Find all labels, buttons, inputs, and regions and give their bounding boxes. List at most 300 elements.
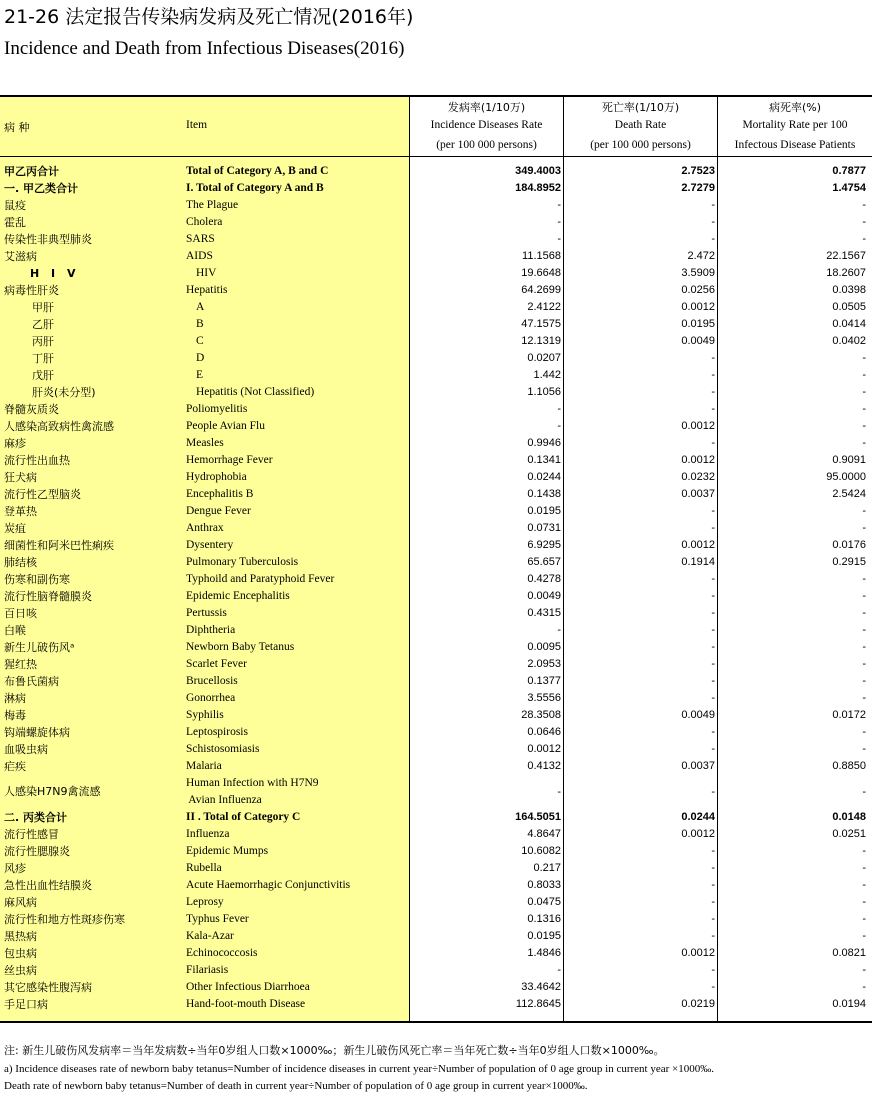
- mortality-rate-value: 0.0148: [832, 811, 866, 823]
- table-row: [0, 724, 872, 741]
- disease-name-en: D: [196, 352, 205, 364]
- incidence-rate-value: 28.3508: [521, 709, 561, 721]
- mortality-rate-value: 0.8850: [832, 760, 866, 772]
- footnote-english-2: Death rate of newborn baby tetanus=Number of death in current year÷Number of population of 0 age group in current year×1000‰.: [4, 1080, 588, 1092]
- death-rate-value: -: [711, 896, 715, 908]
- disease-name-cn: 人感染H7N9禽流感: [4, 785, 101, 798]
- table-row: [0, 401, 872, 418]
- incidence-rate-value: 47.1575: [521, 318, 561, 330]
- death-rate-value: 0.0012: [681, 947, 715, 959]
- disease-name-en: Hydrophobia: [186, 471, 247, 483]
- header-death-en: Death Rate: [614, 119, 667, 131]
- incidence-rate-value: 65.657: [527, 556, 561, 568]
- disease-name-en: Poliomyelitis: [186, 403, 248, 415]
- disease-name-en: B: [196, 318, 204, 330]
- disease-name-en: II . Total of Category C: [186, 811, 301, 823]
- disease-name-en: Epidemic Mumps: [186, 845, 269, 857]
- incidence-rate-value: 19.6648: [521, 267, 561, 279]
- incidence-rate-value: 112.8645: [515, 998, 561, 1010]
- table-row: [0, 809, 872, 826]
- table-row: [0, 520, 872, 537]
- disease-name-en: Typhoild and Paratyphoid Fever: [186, 573, 335, 585]
- table-row: [0, 180, 872, 197]
- disease-name-en: Cholera: [186, 216, 223, 228]
- death-rate-value: -: [711, 386, 715, 398]
- mortality-rate-value: -: [862, 862, 866, 874]
- header-disease-cn: 病 种: [4, 121, 30, 134]
- disease-name-cn: 丁肝: [32, 352, 54, 365]
- incidence-rate-value: 0.217: [533, 862, 561, 874]
- mortality-rate-value: -: [862, 352, 866, 364]
- incidence-rate-value: 1.4846: [527, 947, 561, 959]
- table-row: [0, 231, 872, 248]
- disease-name-en: Hemorrhage Fever: [186, 454, 273, 466]
- mortality-rate-value: 0.9091: [832, 454, 866, 466]
- footnote-chinese: 注: 新生儿破伤风发病率＝当年发病数÷当年0岁组人口数×1000‰；新生儿破伤风死亡率＝当年死亡数÷当年0岁组人口数×1000‰。: [4, 1044, 665, 1057]
- mortality-rate-value: 2.5424: [832, 488, 866, 500]
- death-rate-value: -: [711, 522, 715, 534]
- header-mortality-cn: 病死率(%): [768, 101, 822, 114]
- title-english: Incidence and Death from Infectious Diseases(2016): [4, 38, 405, 59]
- mortality-rate-value: -: [862, 896, 866, 908]
- disease-name-en: SARS: [186, 233, 215, 245]
- death-rate-value: 0.0012: [681, 454, 715, 466]
- death-rate-value: -: [711, 369, 715, 381]
- disease-name-en: Leptospirosis: [186, 726, 248, 738]
- disease-name-en-line2: Avian Influenza: [186, 794, 262, 806]
- disease-name-cn: 猩红热: [4, 658, 37, 671]
- table-row: [0, 707, 872, 724]
- death-rate-value: 0.0037: [681, 760, 715, 772]
- death-rate-value: 0.0012: [681, 828, 715, 840]
- table-bottom-rule: [0, 1021, 872, 1023]
- disease-name-en: Schistosomiasis: [186, 743, 260, 755]
- table-row: [0, 639, 872, 656]
- mortality-rate-value: -: [862, 437, 866, 449]
- table-row: [0, 622, 872, 639]
- header-incidence-cn: 发病率(1/10万): [447, 101, 526, 114]
- disease-name-cn: 炭疽: [4, 522, 26, 535]
- mortality-rate-value: -: [862, 522, 866, 534]
- disease-name-cn: 梅毒: [4, 709, 26, 722]
- table-row: [0, 418, 872, 435]
- death-rate-value: -: [711, 199, 715, 211]
- table-row: [0, 554, 872, 571]
- disease-name-cn: 流行性和地方性斑疹伤寒: [4, 913, 125, 926]
- mortality-rate-value: -: [862, 692, 866, 704]
- table-row: [0, 605, 872, 622]
- disease-name-en: Acute Haemorrhagic Conjunctivitis: [186, 879, 351, 891]
- disease-name-cn: H I V: [30, 267, 80, 280]
- disease-name-cn: 二. 丙类合计: [4, 811, 68, 824]
- disease-name-cn: 人感染高致病性禽流感: [4, 420, 114, 433]
- mortality-rate-value: -: [862, 743, 866, 755]
- table-row: [0, 894, 872, 911]
- death-rate-value: 0.0195: [681, 318, 715, 330]
- death-rate-value: -: [711, 964, 715, 976]
- mortality-rate-value: -: [862, 420, 866, 432]
- mortality-rate-value: 95.0000: [826, 471, 866, 483]
- mortality-rate-value: -: [862, 199, 866, 211]
- death-rate-value: -: [711, 573, 715, 585]
- death-rate-value: 0.0219: [681, 998, 715, 1010]
- incidence-rate-value: 0.9946: [527, 437, 561, 449]
- incidence-rate-value: 2.4122: [527, 301, 561, 313]
- mortality-rate-value: 0.0505: [832, 301, 866, 313]
- table-row: [0, 435, 872, 452]
- incidence-rate-value: 4.8647: [527, 828, 561, 840]
- disease-name-cn: 急性出血性结膜炎: [4, 879, 92, 892]
- death-rate-value: -: [711, 658, 715, 670]
- disease-name-en: Pulmonary Tuberculosis: [186, 556, 299, 568]
- disease-name-cn: 流行性出血热: [4, 454, 70, 467]
- incidence-rate-value: 0.4315: [527, 607, 561, 619]
- disease-name-en: I. Total of Category A and B: [186, 182, 324, 194]
- table-row: [0, 452, 872, 469]
- incidence-rate-value: 184.8952: [515, 182, 561, 194]
- death-rate-value: -: [711, 352, 715, 364]
- incidence-rate-value: 349.4003: [515, 165, 561, 177]
- table-row: [0, 486, 872, 503]
- incidence-rate-value: -: [557, 624, 561, 636]
- disease-name-en: Syphilis: [186, 709, 224, 721]
- disease-name-cn: 一. 甲乙类合计: [4, 182, 79, 195]
- table-row: [0, 503, 872, 520]
- incidence-rate-value: 0.0646: [527, 726, 561, 738]
- disease-name-en: The Plague: [186, 199, 239, 211]
- disease-name-cn: 艾滋病: [4, 250, 37, 263]
- disease-name-cn: 狂犬病: [4, 471, 37, 484]
- table-row: [0, 996, 872, 1013]
- death-rate-value: 0.0012: [681, 301, 715, 313]
- disease-name-cn: 黑热病: [4, 930, 37, 943]
- death-rate-value: -: [711, 437, 715, 449]
- mortality-rate-value: -: [862, 641, 866, 653]
- incidence-rate-value: 0.0731: [527, 522, 561, 534]
- disease-name-en: Gonorrhea: [186, 692, 236, 704]
- disease-name-cn: 百日咳: [4, 607, 37, 620]
- disease-name-en: E: [196, 369, 204, 381]
- incidence-rate-value: 0.1316: [527, 913, 561, 925]
- mortality-rate-value: -: [862, 624, 866, 636]
- mortality-rate-value: -: [862, 607, 866, 619]
- table-row: [0, 248, 872, 265]
- disease-name-cn: 甲肝: [32, 301, 54, 314]
- incidence-rate-value: 64.2699: [521, 284, 561, 296]
- disease-name-en: HIV: [196, 267, 217, 279]
- disease-name-en: Dengue Fever: [186, 505, 251, 517]
- disease-name-en: Dysentery: [186, 539, 234, 551]
- incidence-rate-value: 1.442: [533, 369, 561, 381]
- table-row: [0, 928, 872, 945]
- mortality-rate-value: -: [862, 403, 866, 415]
- table-row: [0, 282, 872, 299]
- death-rate-value: -: [711, 675, 715, 687]
- death-rate-value: -: [711, 590, 715, 602]
- disease-name-en: Filariasis: [186, 964, 229, 976]
- death-rate-value: 2.7523: [681, 165, 715, 177]
- mortality-rate-value: 0.0194: [832, 998, 866, 1010]
- mortality-rate-value: -: [862, 658, 866, 670]
- incidence-rate-value: -: [557, 199, 561, 211]
- mortality-rate-value: -: [862, 369, 866, 381]
- death-rate-value: -: [711, 879, 715, 891]
- mortality-rate-value: -: [862, 930, 866, 942]
- table-row: [0, 163, 872, 180]
- incidence-rate-value: 0.0049: [527, 590, 561, 602]
- incidence-rate-value: 0.0244: [527, 471, 561, 483]
- mortality-rate-value: -: [862, 786, 866, 798]
- mortality-rate-value: 0.0414: [832, 318, 866, 330]
- mortality-rate-value: 18.2607: [826, 267, 866, 279]
- disease-name-en: Leprosy: [186, 896, 224, 908]
- disease-name-cn: 钩端螺旋体病: [4, 726, 70, 739]
- table-row: [0, 911, 872, 928]
- incidence-rate-value: 1.1056: [527, 386, 561, 398]
- death-rate-value: 0.0012: [681, 539, 715, 551]
- disease-name-cn: 登革热: [4, 505, 37, 518]
- table-row: [0, 367, 872, 384]
- death-rate-value: -: [711, 743, 715, 755]
- death-rate-value: 0.0256: [681, 284, 715, 296]
- disease-name-cn: 流行性脑脊髓膜炎: [4, 590, 92, 603]
- title-chinese: 21-26 法定报告传染病发病及死亡情况(2016年): [4, 6, 414, 28]
- disease-name-cn: 肺结核: [4, 556, 37, 569]
- disease-name-cn: 淋病: [4, 692, 26, 705]
- disease-name-en: Hepatitis (Not Classified): [196, 386, 315, 398]
- disease-name-en: C: [196, 335, 204, 347]
- header-bottom-rule: [0, 156, 872, 157]
- footnote-english-1: a) Incidence diseases rate of newborn baby tetanus=Number of incidence diseases in current year÷Number of population of 0 age group in current year ×1000‰.: [4, 1063, 714, 1075]
- table-row: [0, 265, 872, 282]
- incidence-rate-value: 0.0012: [527, 743, 561, 755]
- disease-name-en: Rubella: [186, 862, 222, 874]
- disease-name-cn: 风疹: [4, 862, 26, 875]
- disease-name-cn: 鼠疫: [4, 199, 26, 212]
- disease-name-en-line1: Human Infection with H7N9: [186, 777, 319, 789]
- table-row: [0, 673, 872, 690]
- mortality-rate-value: -: [862, 573, 866, 585]
- death-rate-value: -: [711, 726, 715, 738]
- table-body: [0, 163, 872, 1013]
- disease-name-en: Brucellosis: [186, 675, 238, 687]
- disease-name-cn: 丙肝: [32, 335, 54, 348]
- disease-name-cn: 流行性感冒: [4, 828, 59, 841]
- death-rate-value: -: [711, 624, 715, 636]
- table-row: [0, 656, 872, 673]
- table-row: [0, 384, 872, 401]
- incidence-rate-value: 0.0207: [527, 352, 561, 364]
- table-row: [0, 333, 872, 350]
- incidence-rate-value: -: [557, 216, 561, 228]
- table-row: [0, 690, 872, 707]
- disease-name-en: Newborn Baby Tetanus: [186, 641, 295, 653]
- disease-name-cn: 白喉: [4, 624, 26, 637]
- disease-name-en: Anthrax: [186, 522, 224, 534]
- mortality-rate-value: -: [862, 590, 866, 602]
- disease-name-cn: 疟疾: [4, 760, 26, 773]
- disease-name-cn: 细菌性和阿米巴性痢疾: [4, 539, 114, 552]
- mortality-rate-value: -: [862, 845, 866, 857]
- disease-name-en: Hepatitis: [186, 284, 228, 296]
- disease-name-cn: 血吸虫病: [4, 743, 48, 756]
- death-rate-value: 0.0049: [681, 335, 715, 347]
- disease-name-cn: 病毒性肝炎: [4, 284, 59, 297]
- incidence-rate-value: 11.1568: [522, 250, 561, 262]
- table-row: [0, 316, 872, 333]
- mortality-rate-value: -: [862, 981, 866, 993]
- disease-name-en: Other Infectious Diarrhoea: [186, 981, 310, 993]
- disease-name-en: Scarlet Fever: [186, 658, 247, 670]
- mortality-rate-value: 0.0821: [832, 947, 866, 959]
- incidence-rate-value: -: [557, 964, 561, 976]
- death-rate-value: -: [711, 862, 715, 874]
- mortality-rate-value: -: [862, 233, 866, 245]
- mortality-rate-value: 0.2915: [832, 556, 866, 568]
- mortality-rate-value: 0.0402: [832, 335, 866, 347]
- disease-name-cn: 包虫病: [4, 947, 37, 960]
- incidence-rate-value: 0.0195: [527, 930, 561, 942]
- death-rate-value: -: [711, 930, 715, 942]
- disease-name-en: [186, 775, 319, 809]
- death-rate-value: 3.5909: [681, 267, 715, 279]
- disease-name-en: Measles: [186, 437, 224, 449]
- disease-name-en: Typhus Fever: [186, 913, 249, 925]
- header-incidence-en: Incidence Diseases Rate: [430, 119, 543, 131]
- death-rate-value: -: [711, 981, 715, 993]
- mortality-rate-value: -: [862, 386, 866, 398]
- header-item-en: Item: [186, 119, 208, 131]
- disease-name-cn: 乙肝: [32, 318, 54, 331]
- incidence-rate-value: 0.0095: [527, 641, 561, 653]
- death-rate-value: 2.472: [687, 250, 715, 262]
- mortality-rate-value: 0.7877: [832, 165, 866, 177]
- table-row: [0, 860, 872, 877]
- disease-name-en: Hand-foot-mouth Disease: [186, 998, 306, 1010]
- disease-name-en: Echinococcosis: [186, 947, 258, 959]
- disease-name-en: Influenza: [186, 828, 230, 840]
- incidence-rate-value: 0.1438: [527, 488, 561, 500]
- incidence-rate-value: 12.1319: [521, 335, 561, 347]
- mortality-rate-value: -: [862, 964, 866, 976]
- header-death-unit: (per 100 000 persons): [590, 139, 691, 151]
- disease-name-en: Total of Category A, B and C: [186, 165, 329, 177]
- incidence-rate-value: 2.0953: [527, 658, 561, 670]
- death-rate-value: 0.1914: [681, 556, 715, 568]
- table-row: [0, 299, 872, 316]
- table-row: [0, 350, 872, 367]
- disease-name-cn: 流行性乙型脑炎: [4, 488, 81, 501]
- death-rate-value: 0.0232: [681, 471, 715, 483]
- death-rate-value: -: [711, 233, 715, 245]
- mortality-rate-value: 0.0176: [832, 539, 866, 551]
- table-row: [0, 843, 872, 860]
- table-row: [0, 962, 872, 979]
- incidence-rate-value: 0.0475: [527, 896, 561, 908]
- disease-name-cn: 流行性腮腺炎: [4, 845, 70, 858]
- death-rate-value: 0.0244: [681, 811, 715, 823]
- mortality-rate-value: 1.4754: [832, 182, 866, 194]
- death-rate-value: -: [711, 845, 715, 857]
- table-row: [0, 826, 872, 843]
- disease-name-cn: 传染性非典型肺炎: [4, 233, 92, 246]
- incidence-rate-value: 6.9295: [527, 539, 561, 551]
- table-row: [0, 945, 872, 962]
- mortality-rate-value: -: [862, 505, 866, 517]
- header-incidence-unit: (per 100 000 persons): [436, 139, 537, 151]
- header-mortality-en: Mortality Rate per 100: [742, 119, 848, 131]
- disease-name-cn: 霍乱: [4, 216, 26, 229]
- disease-name-en: A: [196, 301, 205, 313]
- disease-name-en: Kala-Azar: [186, 930, 234, 942]
- table-row: [0, 214, 872, 231]
- incidence-rate-value: -: [557, 420, 561, 432]
- disease-name-cn: 脊髓灰质炎: [4, 403, 59, 416]
- death-rate-value: -: [711, 641, 715, 653]
- disease-name-cn: 手足口病: [4, 998, 48, 1011]
- disease-name-cn: 伤寒和副伤寒: [4, 573, 70, 586]
- death-rate-value: -: [711, 913, 715, 925]
- incidence-rate-value: 33.4642: [521, 981, 561, 993]
- disease-name-cn: 麻风病: [4, 896, 37, 909]
- incidence-rate-value: -: [557, 786, 561, 798]
- disease-name-cn: 戊肝: [32, 369, 54, 382]
- incidence-rate-value: 0.4278: [527, 573, 561, 585]
- death-rate-value: -: [711, 216, 715, 228]
- incidence-rate-value: 0.1377: [527, 675, 561, 687]
- mortality-rate-value: 0.0398: [832, 284, 866, 296]
- mortality-rate-value: -: [862, 726, 866, 738]
- table-row: [0, 588, 872, 605]
- header-death-cn: 死亡率(1/10万): [601, 101, 680, 114]
- death-rate-value: -: [711, 607, 715, 619]
- table-row: [0, 469, 872, 486]
- disease-name-cn: 甲乙丙合计: [4, 165, 59, 178]
- death-rate-value: -: [711, 786, 715, 798]
- death-rate-value: 2.7279: [681, 182, 715, 194]
- incidence-rate-value: 3.5556: [527, 692, 561, 704]
- table-row: [0, 197, 872, 214]
- disease-name-cn: 麻疹: [4, 437, 26, 450]
- mortality-rate-value: -: [862, 879, 866, 891]
- incidence-rate-value: 0.0195: [527, 505, 561, 517]
- disease-name-en: Diphtheria: [186, 624, 236, 636]
- death-rate-value: -: [711, 403, 715, 415]
- incidence-rate-value: 10.6082: [521, 845, 561, 857]
- header-mortality-unit: Infectous Disease Patients: [734, 139, 856, 151]
- disease-name-cn: 丝虫病: [4, 964, 37, 977]
- incidence-rate-value: -: [557, 233, 561, 245]
- disease-name-en: People Avian Flu: [186, 420, 266, 432]
- death-rate-value: 0.0049: [681, 709, 715, 721]
- incidence-rate-value: 164.5051: [515, 811, 561, 823]
- death-rate-value: 0.0037: [681, 488, 715, 500]
- table-row: [0, 571, 872, 588]
- disease-name-en: Epidemic Encephalitis: [186, 590, 290, 602]
- table-row: [0, 758, 872, 775]
- incidence-rate-value: 0.1341: [527, 454, 561, 466]
- table-row: [0, 741, 872, 758]
- death-rate-value: 0.0012: [681, 420, 715, 432]
- disease-name-en: Encephalitis B: [186, 488, 254, 500]
- table-row: [0, 775, 872, 809]
- disease-name-cn: 其它感染性腹泻病: [4, 981, 92, 994]
- incidence-rate-value: 0.8033: [527, 879, 561, 891]
- mortality-rate-value: -: [862, 913, 866, 925]
- disease-name-en: Malaria: [186, 760, 222, 772]
- mortality-rate-value: -: [862, 675, 866, 687]
- disease-name-cn: 新生儿破伤风ᵃ: [4, 641, 75, 654]
